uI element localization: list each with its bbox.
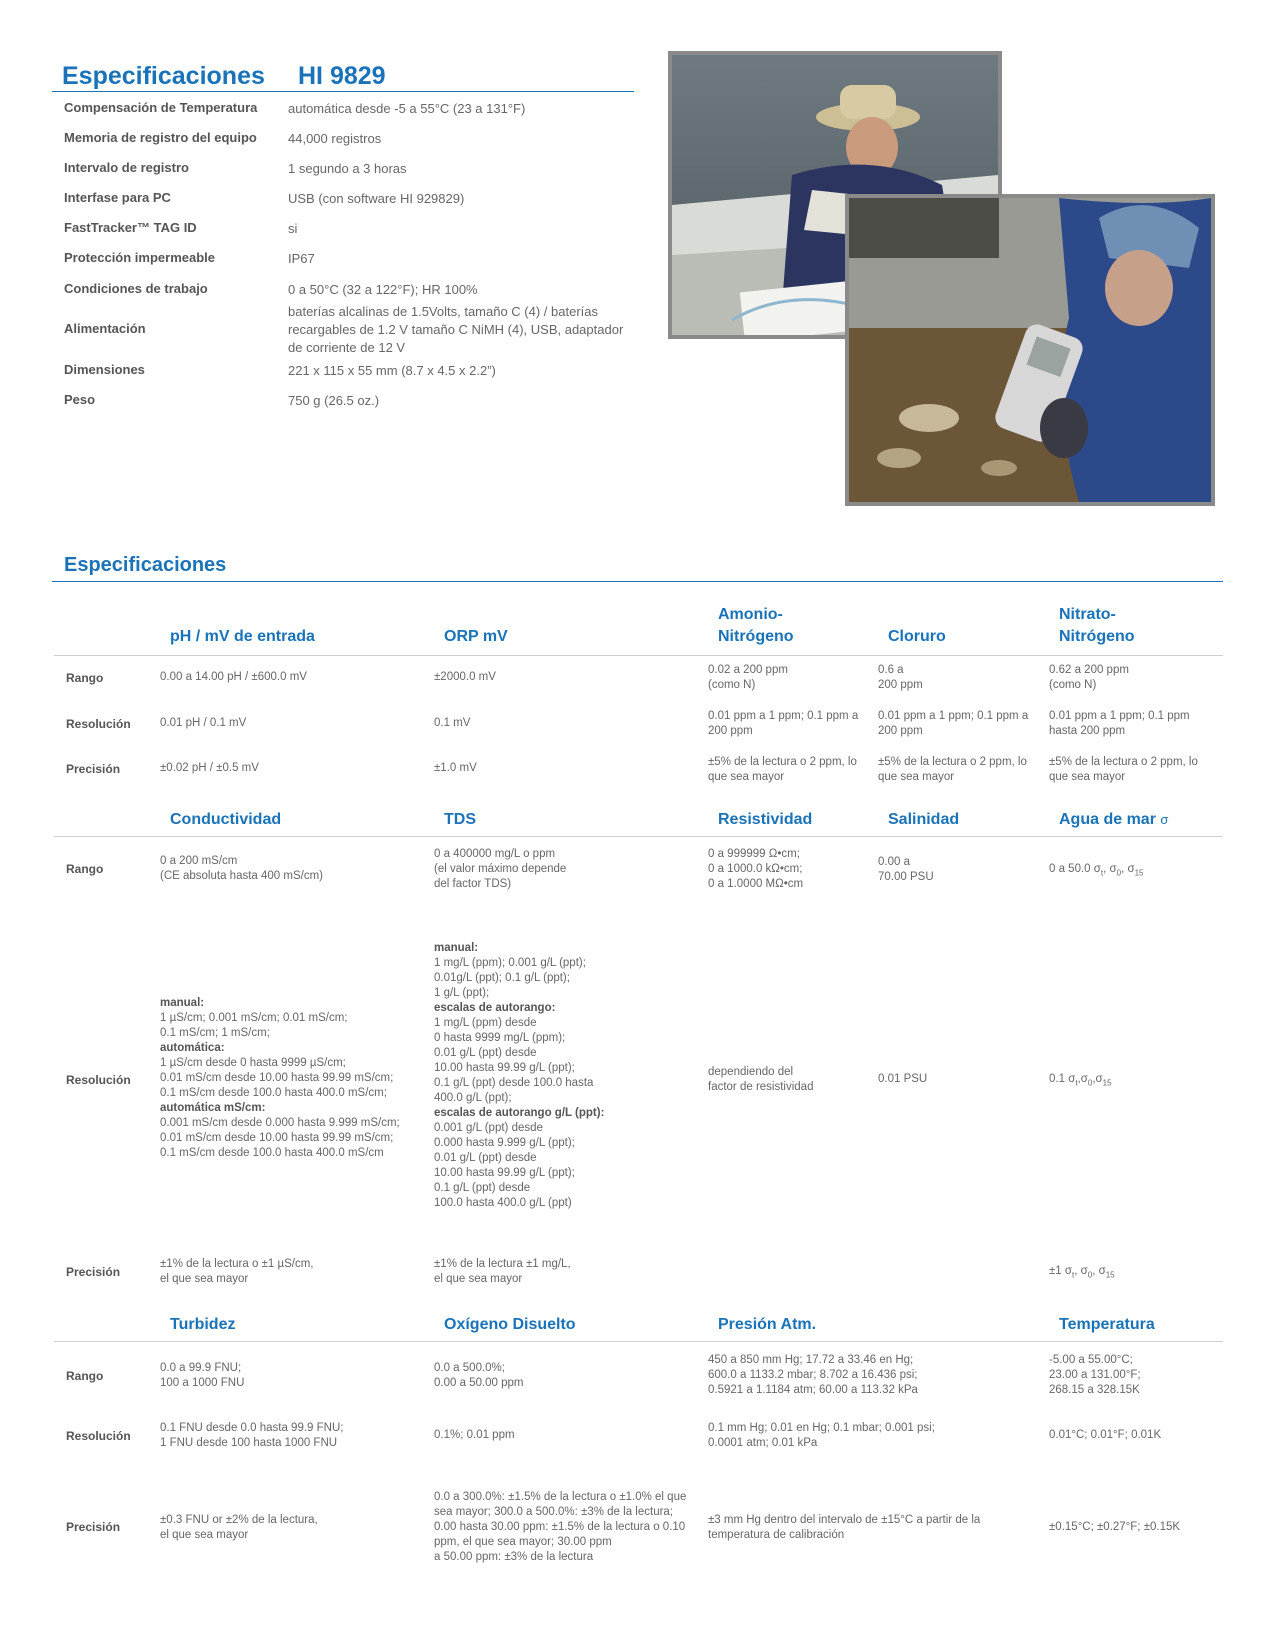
cell: 0.0 a 300.0%: ±1.5% de la lectura o ±1.0% el que sea mayor; 300.0 a 500.0%: ±3% de la lectura; 0.00 hasta 30.00 ppm: ±1.5% de la lectura o 0.10 ppm, el que sea mayor; 30.00 ppm a 50.00 ppm: ±3% de la lectura [434, 1491, 687, 1563]
cell: ±3 mm Hg dentro del intervalo de ±15°C a partir de la temperatura de calibración [708, 1514, 981, 1541]
col-header-pressure: Presión Atm. [718, 1316, 817, 1333]
spec-label: Interfase para PC [64, 190, 171, 205]
sub: 0 [1087, 1078, 1093, 1088]
sub-label: escalas de autorango g/L (ppt): [434, 1107, 605, 1119]
top-spec-table [64, 100, 654, 420]
seawater-label: Agua de mar [1059, 811, 1156, 828]
sigma-symbol: σ [1109, 863, 1117, 875]
spec-label: FastTracker™ TAG ID [64, 220, 197, 235]
spec-value: 0 a 50°C (32 a 122°F); HR 100% [288, 282, 478, 297]
spec-value: IP67 [288, 251, 315, 266]
sigma-symbol: σ [1068, 1073, 1076, 1085]
spec-label: Dimensiones [64, 362, 145, 377]
sub: 15 [1134, 868, 1144, 878]
spec-label: Intervalo de registro [64, 160, 189, 175]
section-title: Especificaciones [64, 554, 227, 576]
cell: ±0.15°C; ±0.27°F; ±0.15K [1049, 1521, 1181, 1533]
cell: 450 a 850 mm Hg; 17.72 a 33.46 en Hg; 600.0 a 1133.2 mbar; 8.702 a 16.436 psi; 0.5921 a 1.1184 atm; 60.00 a 113.32 kPa [708, 1354, 918, 1396]
cell-seawater-resolution: 0.1 $\sigma_t,\sigma_0,\sigma_{15}$ [1049, 1073, 1112, 1088]
section-rule [52, 581, 1223, 582]
sub-label: automática: [160, 1042, 225, 1054]
cell: 0.01 pH / 0.1 mV [160, 717, 247, 729]
sub: t [1072, 1270, 1075, 1280]
row-divider [54, 1341, 1223, 1342]
spec-label: Memoria de registro del equipo [64, 130, 257, 145]
spec-label: Compensación de Temperatura [64, 100, 258, 115]
col-header-conductivity: Conductividad [170, 811, 282, 828]
sigma-symbol: σ [1064, 1265, 1073, 1277]
cell: ±5% de la lectura o 2 ppm, lo que sea mayor [878, 756, 1027, 783]
cell: ±1% de la lectura ±1 mg/L, el que sea mayor [434, 1258, 571, 1285]
spec-label: Alimentación [64, 321, 146, 336]
cell: 0.1 mV [434, 717, 471, 729]
col-header-orp: ORP mV [444, 628, 508, 645]
cell: ±0.02 pH / ±0.5 mV [160, 762, 259, 774]
sigma-symbol: σ [1080, 1265, 1088, 1277]
sigma-symbol: σ [1080, 1073, 1088, 1085]
row-label-precision: Precisión [66, 1265, 121, 1279]
cell: -5.00 a 55.00°C; 23.00 a 131.00°F; 268.15 a 328.15K [1049, 1354, 1141, 1396]
cell: 0 a 400000 mg/L o ppm (el valor máximo depende del factor TDS) [434, 848, 567, 890]
row-label-rango: Rango [66, 671, 104, 685]
cell: 0 a 200 mS/cm (CE absoluta hasta 400 mS/cm) [160, 855, 323, 882]
col-header-temperature: Temperatura [1059, 1316, 1155, 1333]
spec-value: 221 x 115 x 55 mm (8.7 x 4.5 x 2.2”) [288, 363, 496, 378]
sub: t [1100, 868, 1104, 878]
sub: 0 [1116, 868, 1122, 878]
text: 0.001 mS/cm desde 0.000 hasta 9.999 mS/cm; 0.01 mS/cm desde 10.00 hasta 99.99 mS/cm; 0.1 mS/cm desde 100.0 hasta 400.0 mS/cm [160, 1117, 400, 1159]
cell: 0.01 ppm a 1 ppm; 0.1 ppm a 200 ppm [708, 710, 859, 737]
cell: 0.1%; 0.01 ppm [434, 1429, 515, 1441]
spec-label: Protección impermeable [64, 250, 215, 265]
row-label-resolucion: Resolución [66, 717, 131, 731]
value: ±1 [1049, 1265, 1062, 1277]
cell: dependiendo del factor de resistividad [708, 1066, 814, 1093]
cell: ±1.0 mV [434, 762, 477, 774]
cell-seawater-range: 0 a 50.0 $\sigma_t$, $\sigma_0$, $\sigma_{15}$ [1049, 863, 1144, 878]
col-header-turbidity: Turbidez [170, 1316, 236, 1333]
col-header-ammonium: Amonio- Nitrógeno [718, 606, 794, 645]
col-header-seawater [1059, 809, 1168, 831]
sub-label: manual: [434, 942, 479, 954]
spec-value: 1 segundo a 3 horas [288, 161, 407, 176]
cell: 0 a 999999 Ω•cm; 0 a 1000.0 kΩ•cm; 0 a 1.0000 MΩ•cm [708, 848, 804, 890]
text: 1 mg/L (ppm); 0.001 g/L (ppt); 0.01g/L (ppt); 0.1 g/L (ppt); 1 g/L (ppt); [434, 957, 586, 999]
cell: ±0.3 FNU or ±2% de la lectura, el que sea mayor [160, 1514, 318, 1541]
cell: 0.00 a 70.00 PSU [878, 856, 934, 883]
col-header-tds: TDS [444, 811, 476, 828]
col-header-salinity: Salinidad [888, 811, 960, 828]
row-divider [54, 836, 1223, 837]
cell: ±2000.0 mV [434, 671, 496, 683]
text: 1 µS/cm desde 0 hasta 9999 µS/cm; 0.01 mS/cm desde 10.00 hasta 99.99 mS/cm; 0.1 mS/cm desde 100.0 hasta 400.0 mS/cm; [160, 1057, 394, 1099]
text: 1 µS/cm; 0.001 mS/cm; 0.01 mS/cm; 0.1 mS/cm; 1 mS/cm; [160, 1012, 348, 1039]
sub: 15 [1105, 1270, 1115, 1280]
spec-value: si [288, 221, 298, 236]
text: 0.001 g/L (ppt) desde 0.000 hasta 9.999 g/L (ppt); 0.01 g/L (ppt) desde 10.00 hasta 99.99 g/L (ppt); 0.1 g/L (ppt) desde 100.0 hasta 400.0 g/L (ppt) [434, 1122, 575, 1209]
text: 1 mg/L (ppm) desde 0 hasta 9999 mg/L (ppm); 0.01 g/L (ppt) desde 10.00 hasta 99.99 g/L (ppt); 0.1 g/L (ppt) desde 100.0 hasta 400.0 g/L (ppt); [434, 1017, 594, 1104]
sub: t [1075, 1078, 1078, 1088]
cell: ±5% de la lectura o 2 ppm, lo que sea mayor [1049, 756, 1198, 783]
spec-value: baterías alcalinas de 1.5Volts, tamaño C (4) / baterías recargables de 1.2 V tamaño C NiMH (4), USB, adaptador de corriente de 12 V [288, 304, 624, 355]
cell: 0.00 a 14.00 pH / ±600.0 mV [160, 671, 307, 683]
sigma-symbol: σ [1093, 863, 1101, 875]
sigma-symbol: σ [1095, 1073, 1103, 1085]
sigma-symbol: σ [1098, 1265, 1106, 1277]
spec-value: 44,000 registros [288, 131, 382, 146]
cell: 0.0 a 99.9 FNU; 100 a 1000 FNU [160, 1362, 245, 1389]
cell: 0.01 ppm a 1 ppm; 0.1 ppm a 200 ppm [878, 710, 1029, 737]
cell: 0.1 mm Hg; 0.01 en Hg; 0.1 mbar; 0.001 psi; 0.0001 atm; 0.01 kPa [708, 1422, 935, 1449]
spec-label: Condiciones de trabajo [64, 281, 208, 296]
sub-label: escalas de autorango: [434, 1002, 556, 1014]
row-label-precision: Precisión [66, 762, 121, 776]
cell-tds-resolution [434, 941, 604, 1211]
cell: 0.6 a 200 ppm [878, 664, 923, 691]
cell: ±1% de la lectura o ±1 µS/cm, el que sea mayor [160, 1258, 314, 1285]
cell: 0.62 a 200 ppm (como N) [1049, 664, 1129, 691]
cell: ±5% de la lectura o 2 ppm, lo que sea mayor [708, 756, 857, 783]
col-header-ph: pH / mV de entrada [170, 628, 315, 645]
value: 0.1 [1049, 1073, 1065, 1085]
row-label-rango: Rango [66, 1369, 104, 1383]
model-name: HI 9829 [298, 62, 386, 90]
sub-label: automática mS/cm: [160, 1102, 266, 1114]
cell: 0.01 ppm a 1 ppm; 0.1 ppm hasta 200 ppm [1049, 710, 1190, 737]
photo-stream-image [849, 198, 1211, 502]
cell-conductivity-resolution [160, 996, 400, 1161]
spec-value: 750 g (26.5 oz.) [288, 393, 380, 408]
row-label-resolucion: Resolución [66, 1429, 131, 1443]
sigma-symbol: σ [1127, 863, 1135, 875]
spec-value: automática desde -5 a 55°C (23 a 131°F) [288, 101, 526, 116]
spec-value: USB (con software HI 929829) [288, 191, 465, 206]
value: 0 a 50.0 [1049, 863, 1091, 875]
sub-label: manual: [160, 997, 205, 1009]
cell-seawater-precision: ±1 $\sigma_t$, $\sigma_0$, $\sigma_{15}$ [1049, 1265, 1115, 1280]
row-label-rango: Rango [66, 862, 104, 876]
row-divider [54, 655, 1223, 656]
cell: 0.1 FNU desde 0.0 hasta 99.9 FNU; 1 FNU desde 100 hasta 1000 FNU [160, 1422, 344, 1449]
cell: 0.0 a 500.0%; 0.00 a 50.00 ppm [434, 1362, 524, 1389]
cell: 0.01 PSU [878, 1073, 928, 1085]
cell: 0.01°C; 0.01°F; 0.01K [1049, 1429, 1162, 1441]
title-rule [52, 91, 634, 92]
sigma-symbol: σ [1160, 812, 1169, 827]
sub: 0 [1087, 1270, 1093, 1280]
row-label-resolucion: Resolución [66, 1073, 131, 1087]
page-title: Especificaciones [62, 62, 265, 90]
cell: 0.02 a 200 ppm (como N) [708, 664, 788, 691]
col-header-dissolved-oxygen: Oxígeno Disuelto [444, 1316, 576, 1333]
col-header-chloride: Cloruro [888, 628, 946, 645]
sub: 15 [1102, 1078, 1112, 1088]
col-header-nitrate: Nitrato- Nitrógeno [1059, 606, 1135, 645]
photo-stream-technician [845, 194, 1215, 506]
row-label-precision: Precisión [66, 1520, 121, 1534]
col-header-resistivity: Resistividad [718, 811, 813, 828]
spec-label: Peso [64, 392, 96, 407]
